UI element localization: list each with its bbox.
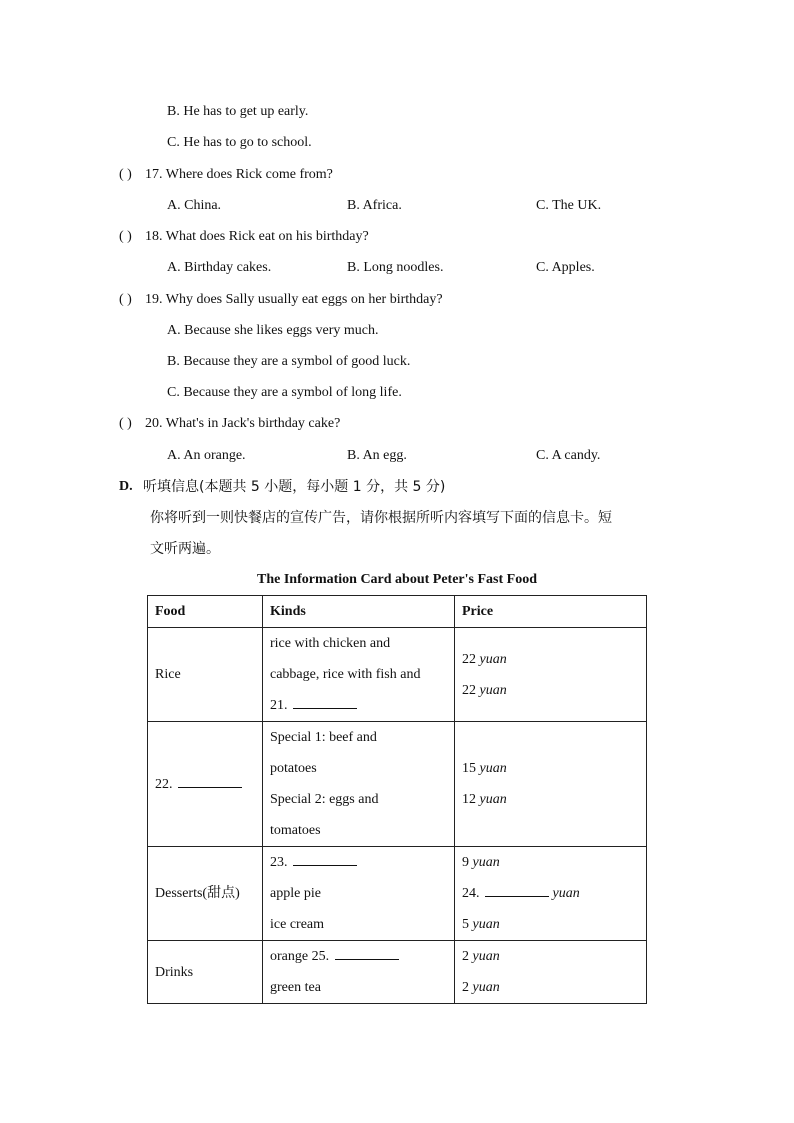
q17-answer-paren[interactable]: ( ) <box>119 167 132 182</box>
q19-option-a: A. Because she likes eggs very much. <box>167 323 379 338</box>
q20-question: 20. What's in Jack's birthday cake? <box>145 416 341 431</box>
price-unit: yuan <box>472 855 500 870</box>
food-cell <box>148 722 263 847</box>
price-number: 9 <box>462 855 469 870</box>
price-unit: yuan <box>479 651 507 667</box>
price-line <box>462 675 639 706</box>
section-d-heading: 听填信息(本题共 5 小题，每小题 1 分，共 5 分) <box>143 479 446 495</box>
q17-option-c: C. The UK. <box>536 198 602 213</box>
price-unit: yuan <box>479 682 507 698</box>
card-title: The Information Card about Peter's Fast Food <box>257 572 537 587</box>
kind-line <box>270 847 447 878</box>
kinds-cell <box>263 847 455 941</box>
q19-option-b: B. Because they are a symbol of good luck. <box>167 354 411 369</box>
kind-line: cabbage, rice with fish and <box>270 667 421 682</box>
header-price: Price <box>455 596 647 628</box>
q16-option-b: B. He has to get up early. <box>167 104 309 119</box>
price-number: 15 <box>462 761 476 776</box>
price-cell <box>455 628 647 722</box>
price-unit: yuan <box>479 792 507 807</box>
kinds-cell <box>263 628 455 722</box>
table-row <box>148 847 647 941</box>
price-unit: yuan <box>472 917 500 932</box>
blank-22-label: 22. <box>155 776 173 792</box>
price-number: 12 <box>462 792 476 807</box>
q20-answer-paren[interactable]: ( ) <box>119 416 132 431</box>
q20-option-c: C. A candy. <box>536 448 601 463</box>
kind-line: apple pie <box>270 886 321 901</box>
blank-25-label: orange 25. <box>270 949 330 964</box>
food-desserts: Desserts(甜点) <box>155 886 240 901</box>
kind-line: tomatoes <box>270 823 321 838</box>
price-line <box>462 753 639 784</box>
section-d-label: D. <box>119 479 133 494</box>
header-food: Food <box>148 596 263 628</box>
table-row <box>148 722 647 847</box>
food-drinks: Drinks <box>155 964 194 980</box>
price-number: 22 <box>462 682 476 698</box>
blank-24-field[interactable] <box>485 884 549 897</box>
price-unit: yuan <box>472 949 500 964</box>
blank-21-label: 21. <box>270 698 288 713</box>
blank-23-label: 23. <box>270 855 288 870</box>
price-cell <box>455 941 647 1004</box>
price-number: 2 <box>462 980 469 995</box>
kind-line: ice cream <box>270 917 325 932</box>
blank-22-field[interactable] <box>178 775 242 788</box>
q18-option-b: B. Long noodles. <box>347 260 444 275</box>
q17-option-b: B. Africa. <box>347 198 402 213</box>
food-cell <box>148 941 263 1004</box>
section-d-instruction-2: 文听两遍。 <box>150 541 220 557</box>
kinds-cell <box>263 722 455 847</box>
price-line <box>462 941 639 972</box>
food-cell <box>148 628 263 722</box>
q19-answer-paren[interactable]: ( ) <box>119 292 132 307</box>
price-line <box>462 972 639 1003</box>
price-cell <box>455 847 647 941</box>
kind-line: rice with chicken and <box>270 636 391 651</box>
price-number: 22 <box>462 651 476 667</box>
q20-option-b: B. An egg. <box>347 448 407 463</box>
header-kinds: Kinds <box>263 596 455 628</box>
price-number: 5 <box>462 917 469 932</box>
price-unit: yuan <box>552 886 580 901</box>
kind-line <box>270 690 447 721</box>
q18-option-a: A. Birthday cakes. <box>167 260 272 275</box>
food-rice: Rice <box>155 667 181 682</box>
q17-question: 17. Where does Rick come from? <box>145 167 333 182</box>
blank-24-label: 24. <box>462 886 480 901</box>
kind-line <box>270 941 447 972</box>
blank-23-field[interactable] <box>293 853 357 866</box>
q18-option-c: C. Apples. <box>536 260 595 275</box>
price-number: 2 <box>462 949 469 964</box>
price-unit: yuan <box>472 980 500 995</box>
price-cell <box>455 722 647 847</box>
blank-25-field[interactable] <box>335 947 399 960</box>
food-cell <box>148 847 263 941</box>
section-d-instruction-1: 你将听到一则快餐店的宣传广告，请你根据所听内容填写下面的信息卡。短 <box>150 510 612 526</box>
price-line <box>462 644 639 675</box>
information-card-table <box>147 595 647 1004</box>
price-unit: yuan <box>479 761 507 776</box>
q18-answer-paren[interactable]: ( ) <box>119 229 132 244</box>
q20-option-a: A. An orange. <box>167 448 246 463</box>
price-line <box>462 909 639 940</box>
table-header-row <box>148 596 647 628</box>
blank-21-field[interactable] <box>293 696 357 709</box>
price-line <box>462 847 639 878</box>
kind-line: potatoes <box>270 761 317 776</box>
kind-line: green tea <box>270 980 321 995</box>
kind-line: Special 1: beef and <box>270 730 377 745</box>
table-row <box>148 628 647 722</box>
price-line <box>462 784 639 815</box>
q18-question: 18. What does Rick eat on his birthday? <box>145 229 369 244</box>
table-row <box>148 941 647 1004</box>
kinds-cell <box>263 941 455 1004</box>
kind-line: Special 2: eggs and <box>270 792 379 807</box>
q19-question: 19. Why does Sally usually eat eggs on her birthday? <box>145 292 443 307</box>
q17-option-a: A. China. <box>167 198 222 213</box>
q16-option-c: C. He has to go to school. <box>167 135 312 150</box>
q19-option-c: C. Because they are a symbol of long life. <box>167 385 402 400</box>
price-line <box>462 878 639 909</box>
